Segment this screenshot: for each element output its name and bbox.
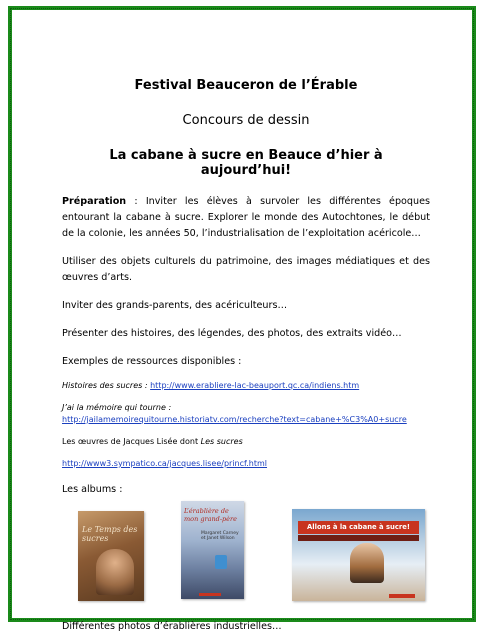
preparation-text: : Inviter les élèves à survoler les différentes époques entourant la cabane à sucre. Explorer le monde des Autochtones, le début de la colonie, les années 50, l’industrialisation de l’exploitation acéricole… (62, 196, 430, 239)
cover-ribbon (298, 535, 419, 541)
album-title: Le Temps des sucres (82, 525, 138, 543)
publisher-mark (199, 593, 221, 596)
resource-memoire (62, 402, 430, 426)
album-cover (181, 501, 244, 599)
resource-label: J’ai la mémoire qui tourne : (62, 403, 172, 412)
paragraph-resources-intro: Exemples de ressources disponibles : (62, 356, 242, 367)
paragraph-invite: Inviter des grands-parents, des acériculteurs… (62, 300, 288, 311)
album-title: Allons à la cabane à sucre! (298, 521, 419, 534)
album-covers (62, 501, 430, 609)
cover-illustration (96, 549, 134, 595)
resource-label: Histoires des sucres : (62, 381, 148, 390)
album-cover (78, 511, 144, 601)
festival-title: Festival Beauceron de l’Érable (134, 78, 358, 93)
contest-subtitle: Concours de dessin (182, 113, 310, 128)
resource-label-italic: Les sucres (200, 437, 243, 446)
resource-link[interactable]: http://www.erabliere-lac-beauport.qc.ca/indiens.htm (150, 381, 360, 390)
closing-line: Différentes photos d’érablières industrielles… (62, 621, 282, 632)
paragraph-present: Présenter des histoires, des légendes, des photos, des extraits vidéo… (62, 328, 402, 339)
resource-link[interactable]: http://www3.sympatico.ca/jacques.lisee/princf.html (62, 459, 268, 468)
publisher-mark (389, 594, 415, 598)
contest-headline: La cabane à sucre en Beauce d’hier à aujourd’hui! (109, 148, 383, 178)
paragraph-heritage: Utiliser des objets culturels du patrimoine, des images médiatiques et des œuvres d’arts. (62, 256, 430, 283)
album-title: L’érablière de mon grand-père (184, 507, 237, 523)
resource-link[interactable]: http://jailamemoirequitourne.historiatv.com/recherche?text=cabane+%C3%A0+sucre (62, 415, 407, 424)
resource-lisee-link-line (62, 458, 430, 470)
resource-lisee (62, 436, 430, 448)
document-body (62, 78, 430, 635)
resource-histoires (62, 380, 430, 392)
resource-label: Les œuvres de Jacques Lisée dont (62, 437, 199, 446)
preparation-label: Préparation (62, 196, 127, 207)
album-cover (292, 509, 425, 601)
albums-label: Les albums : (62, 484, 123, 495)
preparation-paragraph (62, 194, 430, 242)
cover-illustration (350, 543, 384, 583)
album-authors: Margaret Carney et Janet Wilson (201, 531, 239, 541)
cover-illustration (215, 555, 227, 569)
